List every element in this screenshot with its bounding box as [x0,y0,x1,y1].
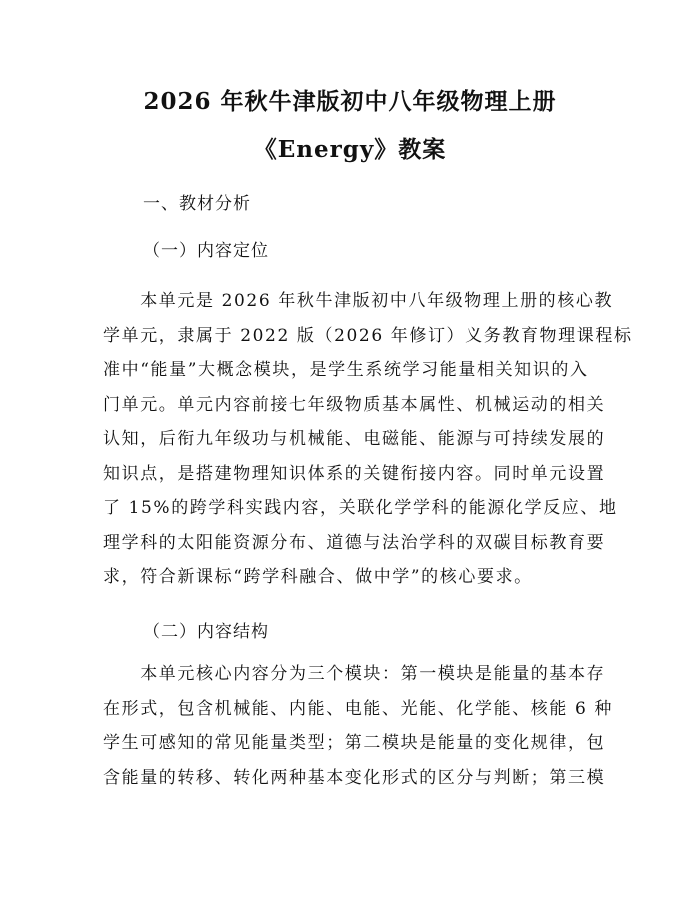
paragraph-line: 学单元，隶属于 2022 版（2026 年修订）义务教育物理课程标 [103,325,633,346]
paragraph-line: 本单元核心内容分为三个模块：第一模块是能量的基本存 [103,664,606,684]
section-heading-teaching-material-analysis: 一、教材分析 [143,194,251,214]
paragraph-content-structure [103,657,614,795]
paragraph-line: 学生可感知的常见能量类型；第二模块是能量的变化规律，包 [103,733,606,753]
paragraph-line: 准中“能量”大概念模块，是学生系统学习能量相关知识的入 [103,360,589,380]
paragraph-line: 含能量的转移、转化两种基本变化形式的区分与判断；第三模 [103,767,606,788]
paragraph-line: 知识点，是搭建物理知识体系的关键衔接内容。同时单元设置 [103,463,606,484]
paragraph-line: 求，符合新课标“跨学科融合、做中学”的核心要求。 [103,567,533,587]
subsection-heading-content-positioning: （一）内容定位 [143,241,269,261]
document-title-line-2: 《Energy》教案 [253,136,447,163]
paragraph-line: 本单元是 2026 年秋牛津版初中八年级物理上册的核心教 [103,291,614,311]
paragraph-line: 了 15%的跨学科实践内容，关联化学学科的能源化学反应、地 [103,498,618,518]
paragraph-line: 理学科的太阳能资源分布、道德与法治学科的双碳目标教育要 [103,532,606,553]
subsection-heading-content-structure: （二）内容结构 [143,622,269,642]
document-title-line-1: 2026 年秋牛津版初中八年级物理上册 [143,88,557,115]
paragraph-line: 在形式，包含机械能、内能、电能、光能、化学能、核能 6 种 [103,698,614,719]
paragraph-line: 门单元。单元内容前接七年级物质基本属性、机械运动的相关 [103,394,606,415]
paragraph-line: 认知，后衔九年级功与机械能、电磁能、能源与可持续发展的 [103,429,606,449]
paragraph-content-positioning [103,284,633,595]
